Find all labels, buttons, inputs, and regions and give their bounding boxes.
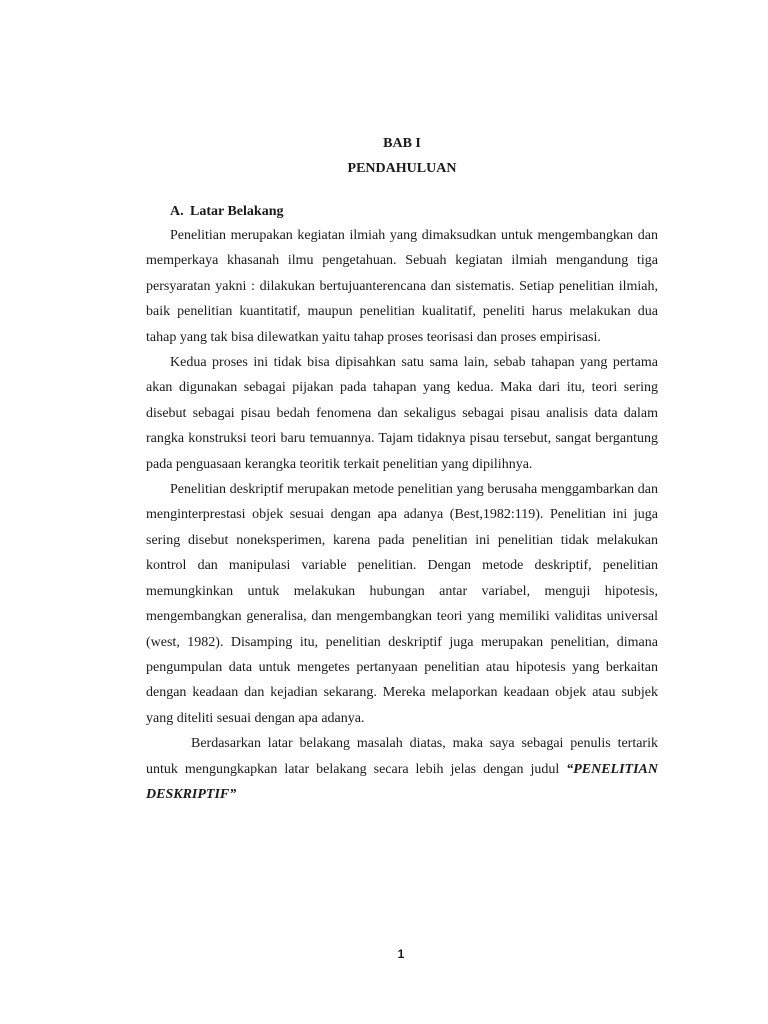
paragraph-4: [146, 731, 658, 807]
chapter-number: BAB I: [383, 136, 421, 151]
section-letter: A.: [170, 204, 184, 219]
closing-paragraph-text: Berdasarkan latar belakang masalah diatas, maka saya sebagai penulis tertarik untuk mengungkapkan latar belakang secara lebih jelas dengan judul: [146, 736, 658, 777]
paragraph-1: Penelitian merupakan kegiatan ilmiah yang dimaksudkan untuk mengembangkan dan memperkaya khasanah ilmu pengetahuan. Sebuah kegiatan ilmiah mengandung tiga persyaratan yakni : dilakukan bertujuanterencana dan sistematis. Setiap penelitian ilmiah, baik penelitian kuantitatif, maupun penelitian kualitatif, peneliti harus melakukan dua tahap yang tak bisa dilewatkan yaitu tahap proses teorisasi dan proses empirisasi.: [146, 228, 658, 345]
research-title: “PENELITIAN DESKRIPTIF”: [146, 761, 658, 802]
chapter-title: PENDAHULUAN: [347, 161, 457, 176]
page-number: 1: [397, 947, 405, 961]
section-title: Latar Belakang: [190, 204, 284, 219]
document-page: [146, 135, 658, 807]
paragraph-3: Penelitian deskriptif merupakan metode penelitian yang berusaha menggambarkan dan menginterprestasi objek sesuai dengan apa adanya (Best,1982:119). Penelitian ini juga sering disebut noneksperimen, karena pada penelitian ini penelitian tidak melakukan kontrol dan manipulasi variable penelitian. Dengan metode deskriptif, penelitian memungkinkan untuk melakukan hubungan antar variabel, menguji hipotesis, mengembangkan generalisa, dan mengembangkan teori yang memiliki validitas universal (west, 1982). Disamping itu, penelitian deskriptif juga merupakan penelitian, dimana pengumpulan data untuk mengetes pertanyaan penelitian atau hipotesis yang berkaitan dengan keadaan dan kejadian sekarang. Mereka melaporkan keadaan objek atau subjek yang diteliti sesuai dengan apa adanya.: [146, 482, 658, 726]
section-heading: [170, 203, 658, 221]
paragraph-2: Kedua proses ini tidak bisa dipisahkan satu sama lain, sebab tahapan yang pertama akan digunakan sebagai pijakan pada tahapan yang kedua. Maka dari itu, teori sering disebut sebagai pisau bedah fenomena dan sekaligus sebagai pisau analisis data dalam rangka konstruksi teori baru temuannya. Tajam tidaknya pisau tersebut, sangat bergantung pada penguasaan kerangka teoritik terkait penelitian yang dipilihnya.: [146, 355, 658, 472]
